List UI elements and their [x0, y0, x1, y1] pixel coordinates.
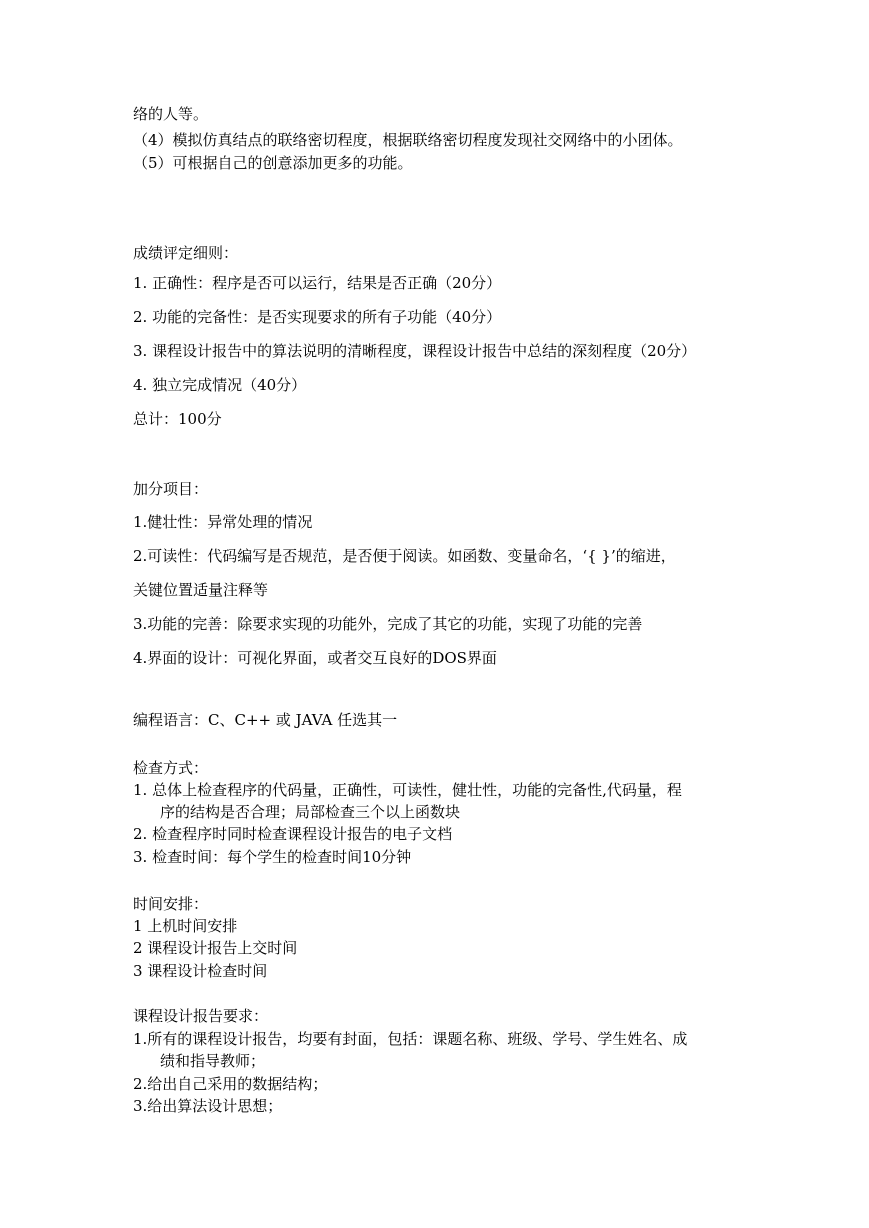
list-item: 1.健壮性：异常处理的情况: [133, 513, 313, 531]
list-item: 1 上机时间安排: [133, 917, 238, 935]
list-item: 2. 功能的完备性：是否实现要求的所有子功能（40分）: [133, 308, 502, 326]
list-item: 2.可读性：代码编写是否规范，是否便于阅读。如函数、变量命名，‘{ }’的缩进，: [133, 547, 676, 565]
text-line: （4）模拟仿真结点的联络密切程度，根据联络密切程度发现社交网络中的小团体。: [133, 131, 683, 149]
list-item: 3. 检查时间：每个学生的检查时间10分钟: [133, 848, 412, 866]
list-item: 3. 课程设计报告中的算法说明的清晰程度，课程设计报告中总结的深刻程度（20分）: [133, 342, 697, 360]
list-item: 2.给出自己采用的数据结构；: [133, 1075, 328, 1093]
list-item: 1. 正确性：程序是否可以运行，结果是否正确（20分）: [133, 274, 502, 292]
list-item: 2. 检查程序时同时检查课程设计报告的电子文档: [133, 825, 453, 843]
text-line: （5）可根据自己的创意添加更多的功能。: [133, 154, 413, 172]
section-title: 时间安排：: [133, 895, 209, 913]
text-line: 络的人等。: [133, 105, 209, 123]
list-item: 3 课程设计检查时间: [133, 962, 268, 980]
total-line: 总计：100分: [133, 410, 222, 428]
section-title: 课程设计报告要求：: [133, 1007, 269, 1025]
section-title: 加分项目：: [133, 480, 209, 498]
section-title: 成绩评定细则：: [133, 244, 239, 262]
list-item: 3.给出算法设计思想；: [133, 1097, 283, 1115]
list-item: 1.所有的课程设计报告，均要有封面，包括：课题名称、班级、学号、学生姓名、成: [133, 1030, 688, 1048]
list-item: 序的结构是否合理；局部检查三个以上函数块: [160, 803, 461, 821]
list-item: 关键位置适量注释等: [133, 581, 269, 599]
language-line: 编程语言：C、C++ 或 JAVA 任选其一: [133, 711, 398, 729]
section-title: 检查方式：: [133, 759, 209, 777]
list-item: 1. 总体上检查程序的代码量，正确性，可读性，健壮性，功能的完备性,代码量，程: [133, 781, 682, 799]
list-item: 4.界面的设计：可视化界面，或者交互良好的DOS界面: [133, 649, 497, 667]
list-item: 绩和指导教师；: [160, 1052, 266, 1070]
list-item: 4. 独立完成情况（40分）: [133, 376, 307, 394]
list-item: 2 课程设计报告上交时间: [133, 939, 298, 957]
list-item: 3.功能的完善：除要求实现的功能外，完成了其它的功能，实现了功能的完善: [133, 615, 643, 633]
